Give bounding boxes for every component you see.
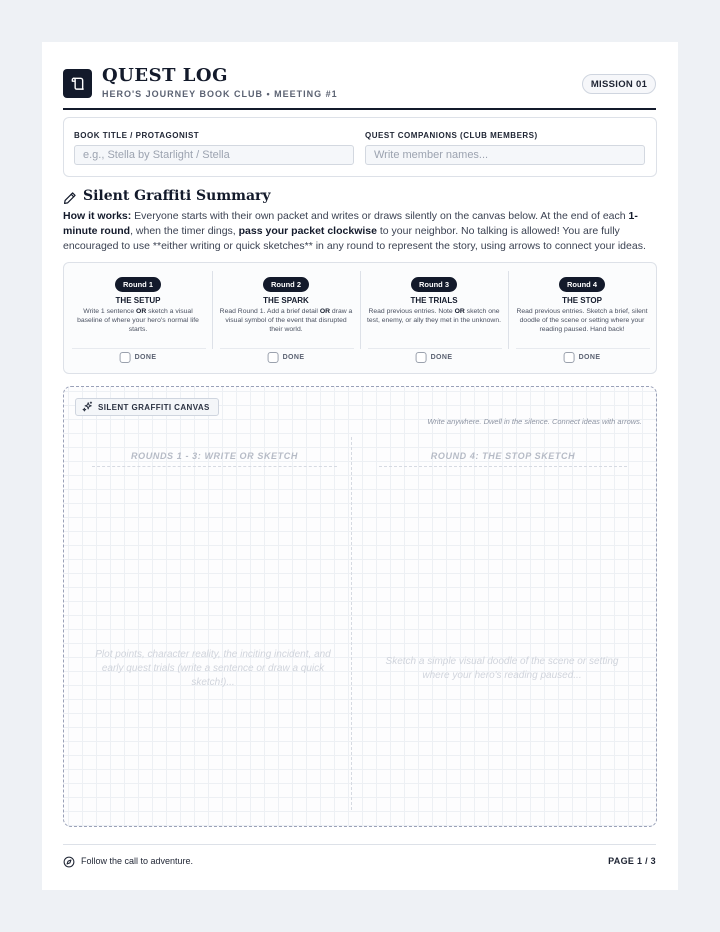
round-pill: Round 3 xyxy=(411,277,457,292)
rounds-panel xyxy=(63,262,657,374)
round-card-3 xyxy=(360,263,508,373)
round-pill: Round 2 xyxy=(263,277,309,292)
round-title: THE SPARK xyxy=(263,296,309,305)
graffiti-canvas[interactable] xyxy=(63,386,657,827)
footer-divider xyxy=(63,844,656,845)
round-desc-text: Read previous entries. Note xyxy=(368,308,455,315)
done-checkbox[interactable] xyxy=(564,352,575,363)
pencil-icon xyxy=(63,191,77,210)
how-text-2: , when the timer dings, xyxy=(130,225,239,237)
compass-icon xyxy=(63,855,75,873)
done-label: DONE xyxy=(134,354,157,361)
scroll-icon xyxy=(63,69,92,98)
round-4-done-toggle[interactable] xyxy=(564,352,601,363)
instructions-text xyxy=(63,209,657,254)
done-checkbox[interactable] xyxy=(120,352,131,363)
round-desc-text: sketch a visual baseline of where your hero's normal life starts. xyxy=(77,308,199,334)
round-desc-or: OR xyxy=(136,308,147,315)
book-info-panel xyxy=(63,117,657,177)
companions-label: QUEST COMPANIONS (CLUB MEMBERS) xyxy=(365,131,538,140)
header-divider xyxy=(63,108,656,110)
footer-text: Follow the call to adventure. xyxy=(81,856,194,866)
round-2-done-toggle[interactable] xyxy=(268,352,305,363)
left-zone-hint: Plot points, character reality, the inciting incident, and early quest trials (write a sentence or draw a quick sketch!)... xyxy=(95,649,331,688)
canvas-tag-label: SILENT GRAFFITI CANVAS xyxy=(98,402,210,412)
round-card-2 xyxy=(212,263,360,373)
left-zone-title: ROUNDS 1 - 3: WRITE OR SKETCH xyxy=(131,451,298,461)
round-3-done-toggle[interactable] xyxy=(416,352,453,363)
round-title: THE STOP xyxy=(562,296,602,305)
done-label: DONE xyxy=(430,354,453,361)
round-divider xyxy=(368,348,502,349)
round-description xyxy=(70,307,206,335)
round-desc-text: Write 1 sentence xyxy=(83,308,137,315)
right-zone-title: ROUND 4: THE STOP SKETCH xyxy=(430,451,576,461)
done-label: DONE xyxy=(578,354,601,361)
book-title-field[interactable]: e.g., Stella by Starlight / Stella xyxy=(74,145,354,165)
how-bold-1: 1-minute round xyxy=(63,210,638,237)
left-zone-rule xyxy=(92,466,337,467)
canvas-note: Write anywhere. Dwell in the silence. Connect ideas with arrows. xyxy=(427,417,642,426)
round-title: THE SETUP xyxy=(115,296,161,305)
done-checkbox[interactable] xyxy=(416,352,427,363)
done-label: DONE xyxy=(282,354,305,361)
how-text-1: Everyone starts with their own packet and writes or draws silently on the canvas below. At the end of each xyxy=(131,210,629,222)
round-card-1 xyxy=(64,263,212,373)
worksheet-page xyxy=(42,42,678,890)
page-title: QUEST LOG xyxy=(102,65,228,86)
round-pill: Round 4 xyxy=(559,277,605,292)
round-desc-or: OR xyxy=(454,308,465,315)
zone-divider xyxy=(351,437,352,810)
round-divider xyxy=(516,348,650,349)
sparkles-icon xyxy=(82,401,93,414)
section-title: Silent Graffiti Summary xyxy=(83,188,271,204)
book-title-label: BOOK TITLE / PROTAGONIST xyxy=(74,131,200,140)
companions-field[interactable]: Write member names... xyxy=(365,145,645,165)
round-divider xyxy=(72,348,206,349)
done-checkbox[interactable] xyxy=(268,352,279,363)
round-description xyxy=(218,307,354,335)
page-number: PAGE 1 / 3 xyxy=(608,856,656,866)
how-label: How it works: xyxy=(63,210,132,222)
how-text-3: to your neighbor. No talking is allowed! You are fully encouraged to use **either writing or quick sketches** in any round to represent the story, using arrows to connect your ideas. xyxy=(63,225,646,252)
mission-badge: MISSION 01 xyxy=(582,74,656,94)
round-desc-text: sketch one test, enemy, or ally they met in the unknown. xyxy=(367,308,501,325)
round-description: Read previous entries. Sketch a brief, silent doodle of the scene or setting where your reading paused. Hand back! xyxy=(516,308,648,334)
right-zone-hint: Sketch a simple visual doodle of the scene or setting where your hero's reading paused... xyxy=(385,656,619,681)
round-desc-text: draw a visual symbol of the event that disrupted their world. xyxy=(225,308,353,334)
round-pill: Round 1 xyxy=(115,277,161,292)
how-bold-2: pass your packet clockwise xyxy=(238,225,377,237)
round-description xyxy=(366,307,502,325)
page-subtitle: HERO'S JOURNEY BOOK CLUB • MEETING #1 xyxy=(102,89,338,99)
round-desc-text: Read Round 1. Add a brief detail xyxy=(219,308,320,315)
round-title: THE TRIALS xyxy=(410,296,458,305)
canvas-tag xyxy=(75,398,219,416)
round-desc-or: OR xyxy=(319,308,331,315)
right-zone-rule xyxy=(379,466,627,467)
round-1-done-toggle[interactable] xyxy=(120,352,157,363)
round-card-4 xyxy=(508,263,656,373)
round-divider xyxy=(220,348,354,349)
